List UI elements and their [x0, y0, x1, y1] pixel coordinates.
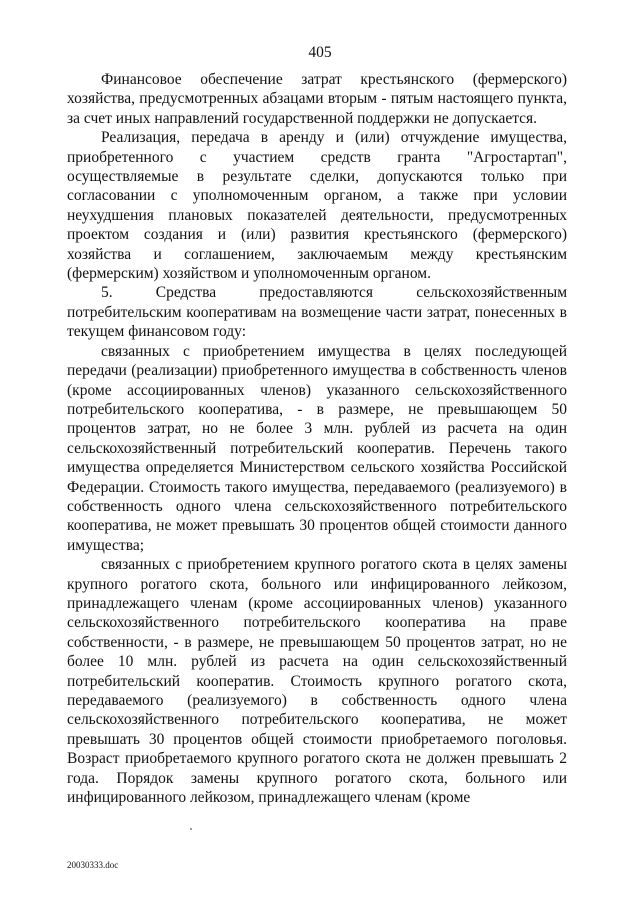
document-body	[67, 70, 567, 807]
paragraph-grant-property: Реализация, передача в аренду и (или) отчуждение имущества, приобретенного с участием средств гранта "Агростартап", осуществляемые в результате сделки, допускаются только при согласовании с уполномоченным органом, а также при условии неухудшения плановых показателей деятельности, предусмотренных проектом создания и (или) развития крестьянского (фермерского) хозяйства и соглашением, заключаемым между крестьянским (фермерским) хозяйством и уполномоченным органом.	[67, 129, 567, 283]
paragraph-financing: Финансовое обеспечение затрат крестьянского (фермерского) хозяйства, предусмотренных абзацами вторым - пятым настоящего пункта, за счет иных направлений государственной поддержки не допускается.	[67, 71, 567, 127]
paragraph-item-5: 5. Средства предоставляются сельскохозяйственным потребительским кооперативам на возмещение части затрат, понесенных в текущем финансовом году:	[67, 284, 567, 341]
paragraph-property-acquisition: связанных с приобретением имущества в целях последующей передачи (реализации) приобретенного имущества в собственность членов (кроме ассоциированных членов) указанного сельскохозяйственного потребительского кооператива, - в размере, не превышающем 50 процентов затрат, но не более 3 млн. рублей из расчета на один сельскохозяйственный потребительский кооператив. Перечень такого имущества определяется Министерством сельского хозяйства Российской Федерации. Стоимость такого имущества, передаваемого (реализуемого) в собственность одного члена сельскохозяйственного потребительского кооператива, не может превышать 30 процентов общей стоимости данного имущества;	[67, 342, 567, 554]
scan-speck	[190, 828, 192, 830]
page-number: 405	[308, 44, 332, 61]
footer-filename: 20030333.doc	[67, 860, 119, 870]
paragraph-cattle-acquisition: связанных с приобретением крупного рогатого скота в целях замены крупного рогатого скота, больного или инфицированного лейкозом, принадлежащего членам (кроме ассоциированных членов) указанного сельскохозяйственного потребительского кооператива на праве собственности, - в размере, не превышающем 50 процентов затрат, но не более 10 млн. рублей из расчета на один сельскохозяйственный потребительский кооператив. Стоимость крупного рогатого скота, передаваемого (реализуемого) в собственность одного члена сельскохозяйственного потребительского кооператива, не может превышать 30 процентов общей стоимости приобретаемого поголовья. Возраст приобретаемого крупного рогатого скота не должен превышать 2 года. Порядок замены крупного рогатого скота, больного или инфицированного лейкозом, принадлежащего членам (кроме	[67, 556, 567, 807]
